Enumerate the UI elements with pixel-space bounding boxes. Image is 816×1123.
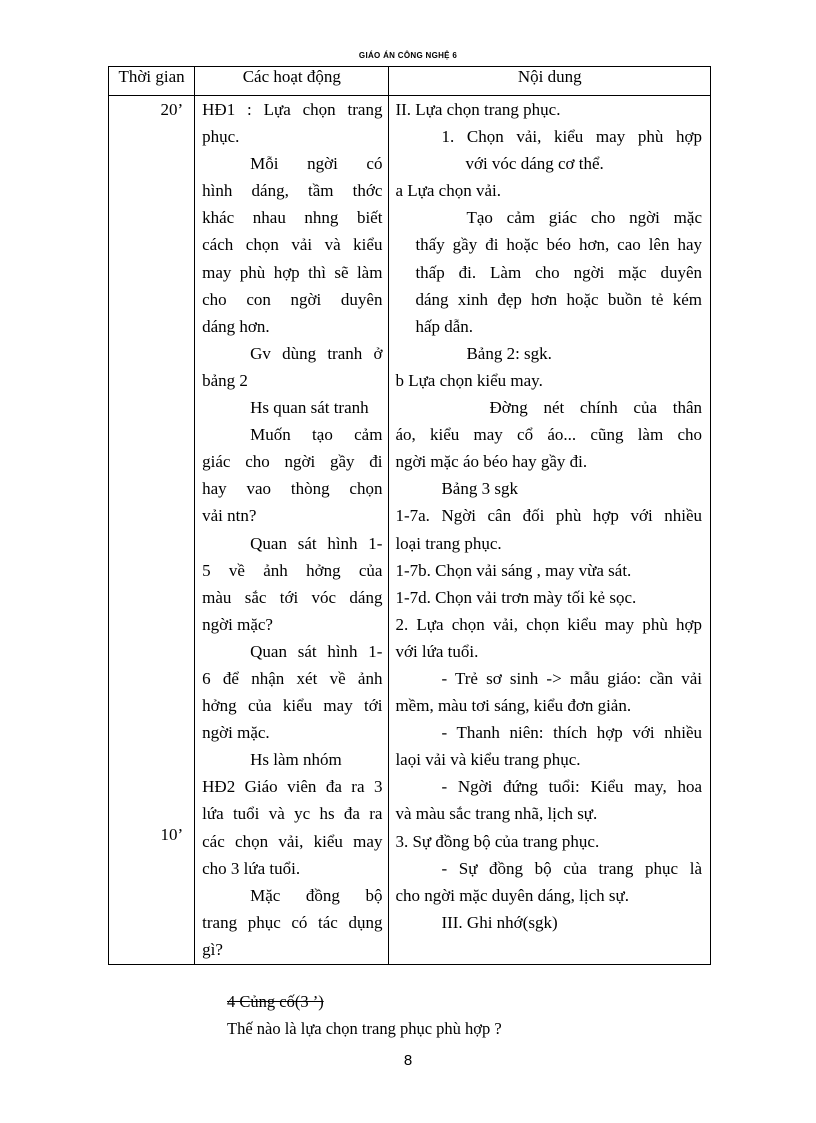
header-activities-label: Các hoạt động [242, 67, 341, 86]
time-20: 20’ [160, 100, 184, 119]
content-line: II. Lựa chọn trang phục. [395, 100, 561, 119]
activity-line: ngời mặc? [202, 614, 273, 634]
activities-cell [195, 96, 389, 965]
activity-line: Mỗi ngời có [250, 154, 383, 174]
content-line: a Lựa chọn vải. [395, 181, 501, 201]
content-line: loại trang phục. [395, 533, 502, 553]
activity-line: cho con ngời duyên [202, 289, 383, 309]
activity-line: 5 về ảnh hởng của [202, 560, 383, 580]
header-content-label: Nội dung [517, 67, 582, 86]
activity-line: Gv dùng tranh ở [250, 343, 383, 363]
activity-line: vải ntn? [202, 506, 257, 526]
content-line: Bảng 3 sgk [441, 479, 518, 499]
page-number: 8 [403, 1052, 413, 1069]
activity-line: may phù hợp thì sẽ làm [202, 262, 383, 282]
running-header: GIÁO ÁN CÔNG NGHỆ 6 [358, 51, 458, 60]
activity-line: Hs quan sát tranh [250, 398, 369, 418]
content-line: Bảng 2: sgk. [466, 343, 552, 363]
activity-line: bảng 2 [202, 370, 248, 390]
activity-line: gì? [202, 939, 223, 959]
content-line: thấp đi. Làm cho ngời mặc duyên [415, 262, 702, 282]
activity-line: hởng của kiểu may tới [202, 696, 383, 716]
content-line: - Ngời đứng tuổi: Kiểu may, hoa [441, 777, 702, 797]
content-line: laọi vải và kiểu trang phục. [395, 750, 581, 770]
activity-line: Hs làm nhóm [250, 750, 342, 770]
activity-line: khác nhau nhng biết [202, 208, 383, 228]
content-line: III. Ghi nhớ(sgk) [441, 912, 558, 932]
activity-line: ngời mặc. [202, 723, 270, 743]
content-line: Tạo cảm giác cho ngời mặc [466, 208, 702, 228]
consolidation-question: Thế nào là lựa chọn trang phục phù hợp ? [227, 1019, 502, 1038]
activity-line: Mặc đồng bộ [250, 885, 383, 905]
content-line: với lứa tuổi. [395, 641, 479, 661]
activity-line: 6 để nhận xét về ảnh [202, 668, 383, 688]
activity-line: trang phục có tác dụng [202, 912, 383, 932]
content-line: hấp dẫn. [415, 316, 474, 336]
content-line: áo, kiểu may cổ áo... cũng làm cho [395, 425, 702, 445]
activity-line: HĐ1 : Lựa chọn trang [202, 100, 383, 119]
content-line: thấy gầy đi hoặc béo hơn, cao lên hay [415, 235, 702, 255]
time-10: 10’ [160, 825, 184, 845]
table-header-row [109, 67, 711, 96]
activity-line: dáng hơn. [202, 316, 270, 336]
lesson-table [108, 66, 711, 965]
activity-line: phục. [202, 127, 240, 147]
activity-line: hay vao thòng chọn [202, 479, 383, 499]
content-line: với vóc dáng cơ thể. [465, 154, 604, 174]
activity-line: Quan sát hình 1- [250, 641, 383, 661]
activity-line: các chọn vải, kiểu may [202, 831, 383, 851]
activity-line: màu sắc tới vóc dáng [202, 587, 383, 607]
content-cell [389, 96, 711, 965]
activity-line: HĐ2 Giáo viên đa ra 3 [202, 777, 383, 797]
content-line: và màu sắc trang nhã, lịch sự. [395, 804, 598, 824]
content-line: - Thanh niên: thích hợp với nhiều [441, 723, 702, 743]
content-line: - Trẻ sơ sinh -> mẫu giáo: cần vải [441, 668, 702, 688]
content-line: 1-7b. Chọn vải sáng , may vừa sát. [395, 560, 632, 580]
content-line: ngời mặc áo béo hay gầy đi. [395, 452, 588, 472]
content-line: 1-7d. Chọn vải trơn mày tối kẻ sọc. [395, 587, 637, 607]
table-body-row [109, 96, 711, 965]
activity-line: hình dáng, tầm thớc [202, 181, 383, 201]
header-activities [195, 67, 389, 96]
activity-line: cho 3 lứa tuổi. [202, 858, 301, 878]
time-cell [109, 96, 195, 965]
content-line: cho ngời mặc duyên dáng, lịch sự. [395, 885, 629, 905]
activity-line: lứa tuổi và yc hs đa ra [202, 804, 383, 824]
activity-line: cách chọn vải và kiểu [202, 235, 383, 255]
activity-line: Muốn tạo cảm [250, 425, 383, 445]
header-time [109, 67, 195, 96]
activity-line: Quan sát hình 1- [250, 533, 383, 553]
content-line: dáng xinh đẹp hơn hoặc buồn tẻ kém [415, 289, 702, 309]
content-line: mềm, màu tơi sáng, kiểu đơn giản. [395, 696, 632, 716]
header-content [389, 67, 711, 96]
consolidation-heading: 4 Củng cố(3 ’) [227, 992, 324, 1011]
content-line: 3. Sự đồng bộ của trang phục. [395, 831, 600, 851]
content-line: - Sự đồng bộ của trang phục là [441, 858, 702, 878]
content-line: b Lựa chọn kiểu may. [395, 370, 543, 390]
activity-line: giác cho ngời gầy đi [202, 452, 383, 472]
content-line: Đờng nét chính của thân [489, 398, 702, 418]
content-line: 1. Chọn vải, kiểu may phù hợp [441, 127, 702, 147]
content-line: 2. Lựa chọn vải, chọn kiểu may phù hợp [395, 614, 702, 634]
content-line: 1-7a. Ngời cân đối phù hợp với nhiều [395, 506, 702, 526]
header-time-label: Thời gian [118, 67, 185, 86]
